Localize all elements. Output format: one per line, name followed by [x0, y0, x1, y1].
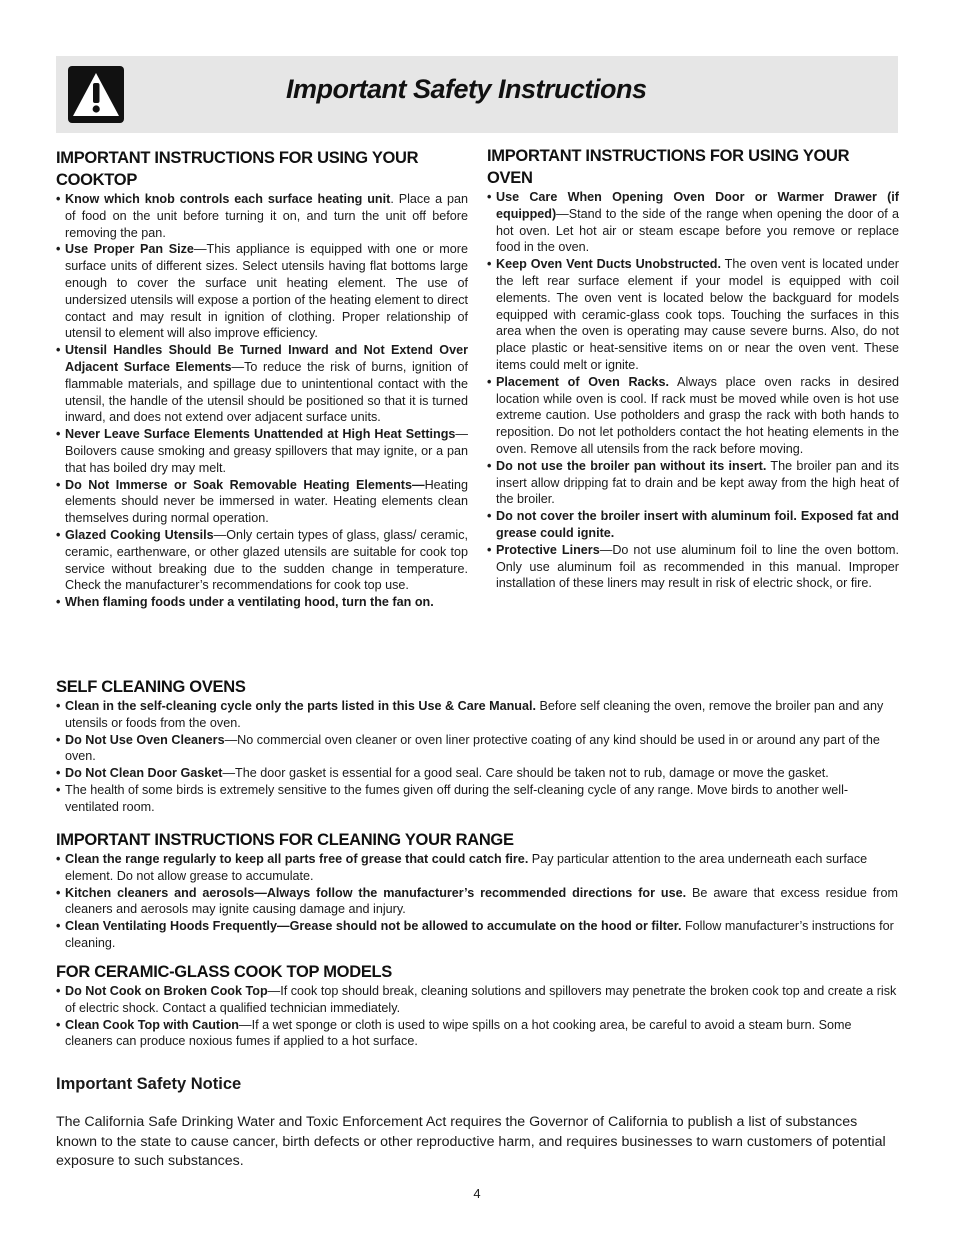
page-title: Important Safety Instructions — [286, 74, 647, 104]
cooktop-list — [56, 191, 468, 611]
list-item: • Kitchen cleaners and aerosols—Always follow the manufacturer’s recommended directions for use. Be aware that excess residue from cleaners and aerosols may ignite causing damage and injury. — [56, 885, 898, 919]
list-item: • Clean Ventilating Hoods Frequently—Grease should not be allowed to accumulate on the hood or filter. Follow manufacturer’s instructions for cleaning. — [56, 918, 898, 952]
ceramic-glass-list — [56, 983, 898, 1050]
list-item: • Protective Liners—Do not use aluminum foil to line the oven bottom. Only use aluminum foil as recommended in this manual. Improper installation of these liners may result in risk of electric shock, or fire. — [487, 542, 899, 592]
list-item: • Glazed Cooking Utensils—Only certain types of glass, glass/ ceramic, ceramic, earthenware, or other glazed utensils are suitable for cook top service without breaking due to the sudden change in temperature. Check the manufacturer’s recommendations for cook top use. — [56, 527, 468, 594]
list-item: • Clean the range regularly to keep all parts free of grease that could catch fire. Pay particular attention to the area underneath each surface element. Do not allow grease to accumulate. — [56, 851, 898, 885]
cooktop-section — [56, 147, 468, 611]
cleaning-range-list — [56, 851, 898, 952]
title-banner — [56, 56, 898, 133]
list-item: • Use Proper Pan Size—This appliance is equipped with one or more surface units of different sizes. Select utensils having flat bottoms large enough to cover the surface unit heating element. The use of undersized utensils will expose a portion of the heating element to direct contact and may result in ignition of clothing. Proper relationship of utensil to element will also improve efficiency. — [56, 241, 468, 342]
safety-notice-body — [56, 1113, 898, 1172]
ceramic-glass-heading: FOR CERAMIC-GLASS COOK TOP MODELS — [56, 963, 393, 981]
list-item: • Never Leave Surface Elements Unattended at High Heat Settings—Boilovers cause smoking and greasy spillovers that may ignite, or a pan that has boiled dry may melt. — [56, 426, 468, 476]
list-item: • Do not use the broiler pan without its insert. The broiler pan and its insert allow dripping fat to drain and be kept away from the high heat of the broiler. — [487, 458, 899, 508]
oven-heading: IMPORTANT INSTRUCTIONS FOR USING YOUR OVEN — [487, 147, 850, 187]
list-item: • Know which knob controls each surface heating unit. Place a pan of food on the unit before turning it on, and turn the unit off before removing the pan. — [56, 191, 468, 241]
list-item: • Do Not Immerse or Soak Removable Heating Elements—Heating elements should never be immersed in water. Heating elements clean themselves during normal operation. — [56, 477, 468, 527]
oven-section — [487, 145, 899, 592]
cooktop-heading: IMPORTANT INSTRUCTIONS FOR USING YOUR COOKTOP — [56, 149, 419, 189]
self-cleaning-heading: SELF CLEANING OVENS — [56, 678, 246, 696]
oven-list — [487, 189, 899, 592]
self-cleaning-section — [56, 676, 898, 816]
list-item: • Clean in the self-cleaning cycle only the parts listed in this Use & Care Manual. Before self cleaning the oven, remove the broiler pan and any utensils or foods from the oven. — [56, 698, 898, 732]
list-item: • Clean Cook Top with Caution—If a wet sponge or cloth is used to wipe spills on a hot cooking area, be careful to avoid a steam burn. Some cleaners can produce noxious fumes if applied to a hot surface. — [56, 1017, 898, 1051]
list-item: • Do Not Use Oven Cleaners—No commercial oven cleaner or oven liner protective coating of any kind should be used in or around any part of the oven. — [56, 732, 898, 766]
list-item: • The health of some birds is extremely sensitive to the fumes given off during the self-cleaning cycle of any range. Move birds to another well-ventilated room. — [56, 782, 898, 816]
list-item: • Use Care When Opening Oven Door or Warmer Drawer (if equipped)—Stand to the side of the range when opening the door of a hot oven. Let hot air or steam escape before you remove or replace food in the oven. — [487, 189, 899, 256]
list-item: • When flaming foods under a ventilating hood, turn the fan on. — [56, 594, 468, 611]
list-item: • Do not cover the broiler insert with aluminum foil. Exposed fat and grease could ignite. — [487, 508, 899, 542]
safety-notice-text: The California Safe Drinking Water and Toxic Enforcement Act requires the Governor of California to publish a list of substances known to the state to cause cancer, birth defects or other reproductive harm, and requires businesses to warn customers of potential exposure to such substances. — [56, 1114, 886, 1169]
list-item: • Do Not Cook on Broken Cook Top—If cook top should break, cleaning solutions and spillovers may penetrate the broken cook top and create a risk of electric shock. Contact a qualified technician immediately. — [56, 983, 898, 1017]
list-item: • Placement of Oven Racks. Always place oven racks in desired location while oven is cool. If rack must be moved while oven is hot use extreme caution. Use potholders and grasp the rack with both hands to reposition. Do not let potholders contact the hot heating elements in the oven. Remove all utensils from the rack before moving. — [487, 374, 899, 458]
page-number: 4 — [473, 1186, 481, 1201]
cleaning-range-heading: IMPORTANT INSTRUCTIONS FOR CLEANING YOUR RANGE — [56, 831, 514, 849]
cleaning-range-section — [56, 829, 898, 952]
safety-notice-section — [56, 1073, 898, 1095]
list-item: • Keep Oven Vent Ducts Unobstructed. The oven vent is located under the left rear surface element if your model is equipped with coil elements. The oven vent is located below the backguard for models equipped with ceramic-glass cook tops. Touching the surfaces in this area when the oven is operating may cause severe burns. Also, do not place plastic or heat-sensitive items on or near the oven vent. These items could melt or ignite. — [487, 256, 899, 374]
ceramic-glass-section — [56, 961, 898, 1050]
list-item: • Do Not Clean Door Gasket—The door gasket is essential for a good seal. Care should be taken not to rub, damage or move the gasket. — [56, 765, 898, 782]
warning-exclamation-icon — [68, 66, 124, 123]
self-cleaning-list — [56, 698, 898, 816]
safety-notice-title: Important Safety Notice — [56, 1075, 242, 1093]
list-item: • Utensil Handles Should Be Turned Inward and Not Extend Over Adjacent Surface Elements—To reduce the risk of burns, ignition of flammable materials, and spillage due to unintentional contact with the utensil, the handle of the utensil should be positioned so that it is turned inward, and does not extend over adjacent surface units. — [56, 342, 468, 426]
